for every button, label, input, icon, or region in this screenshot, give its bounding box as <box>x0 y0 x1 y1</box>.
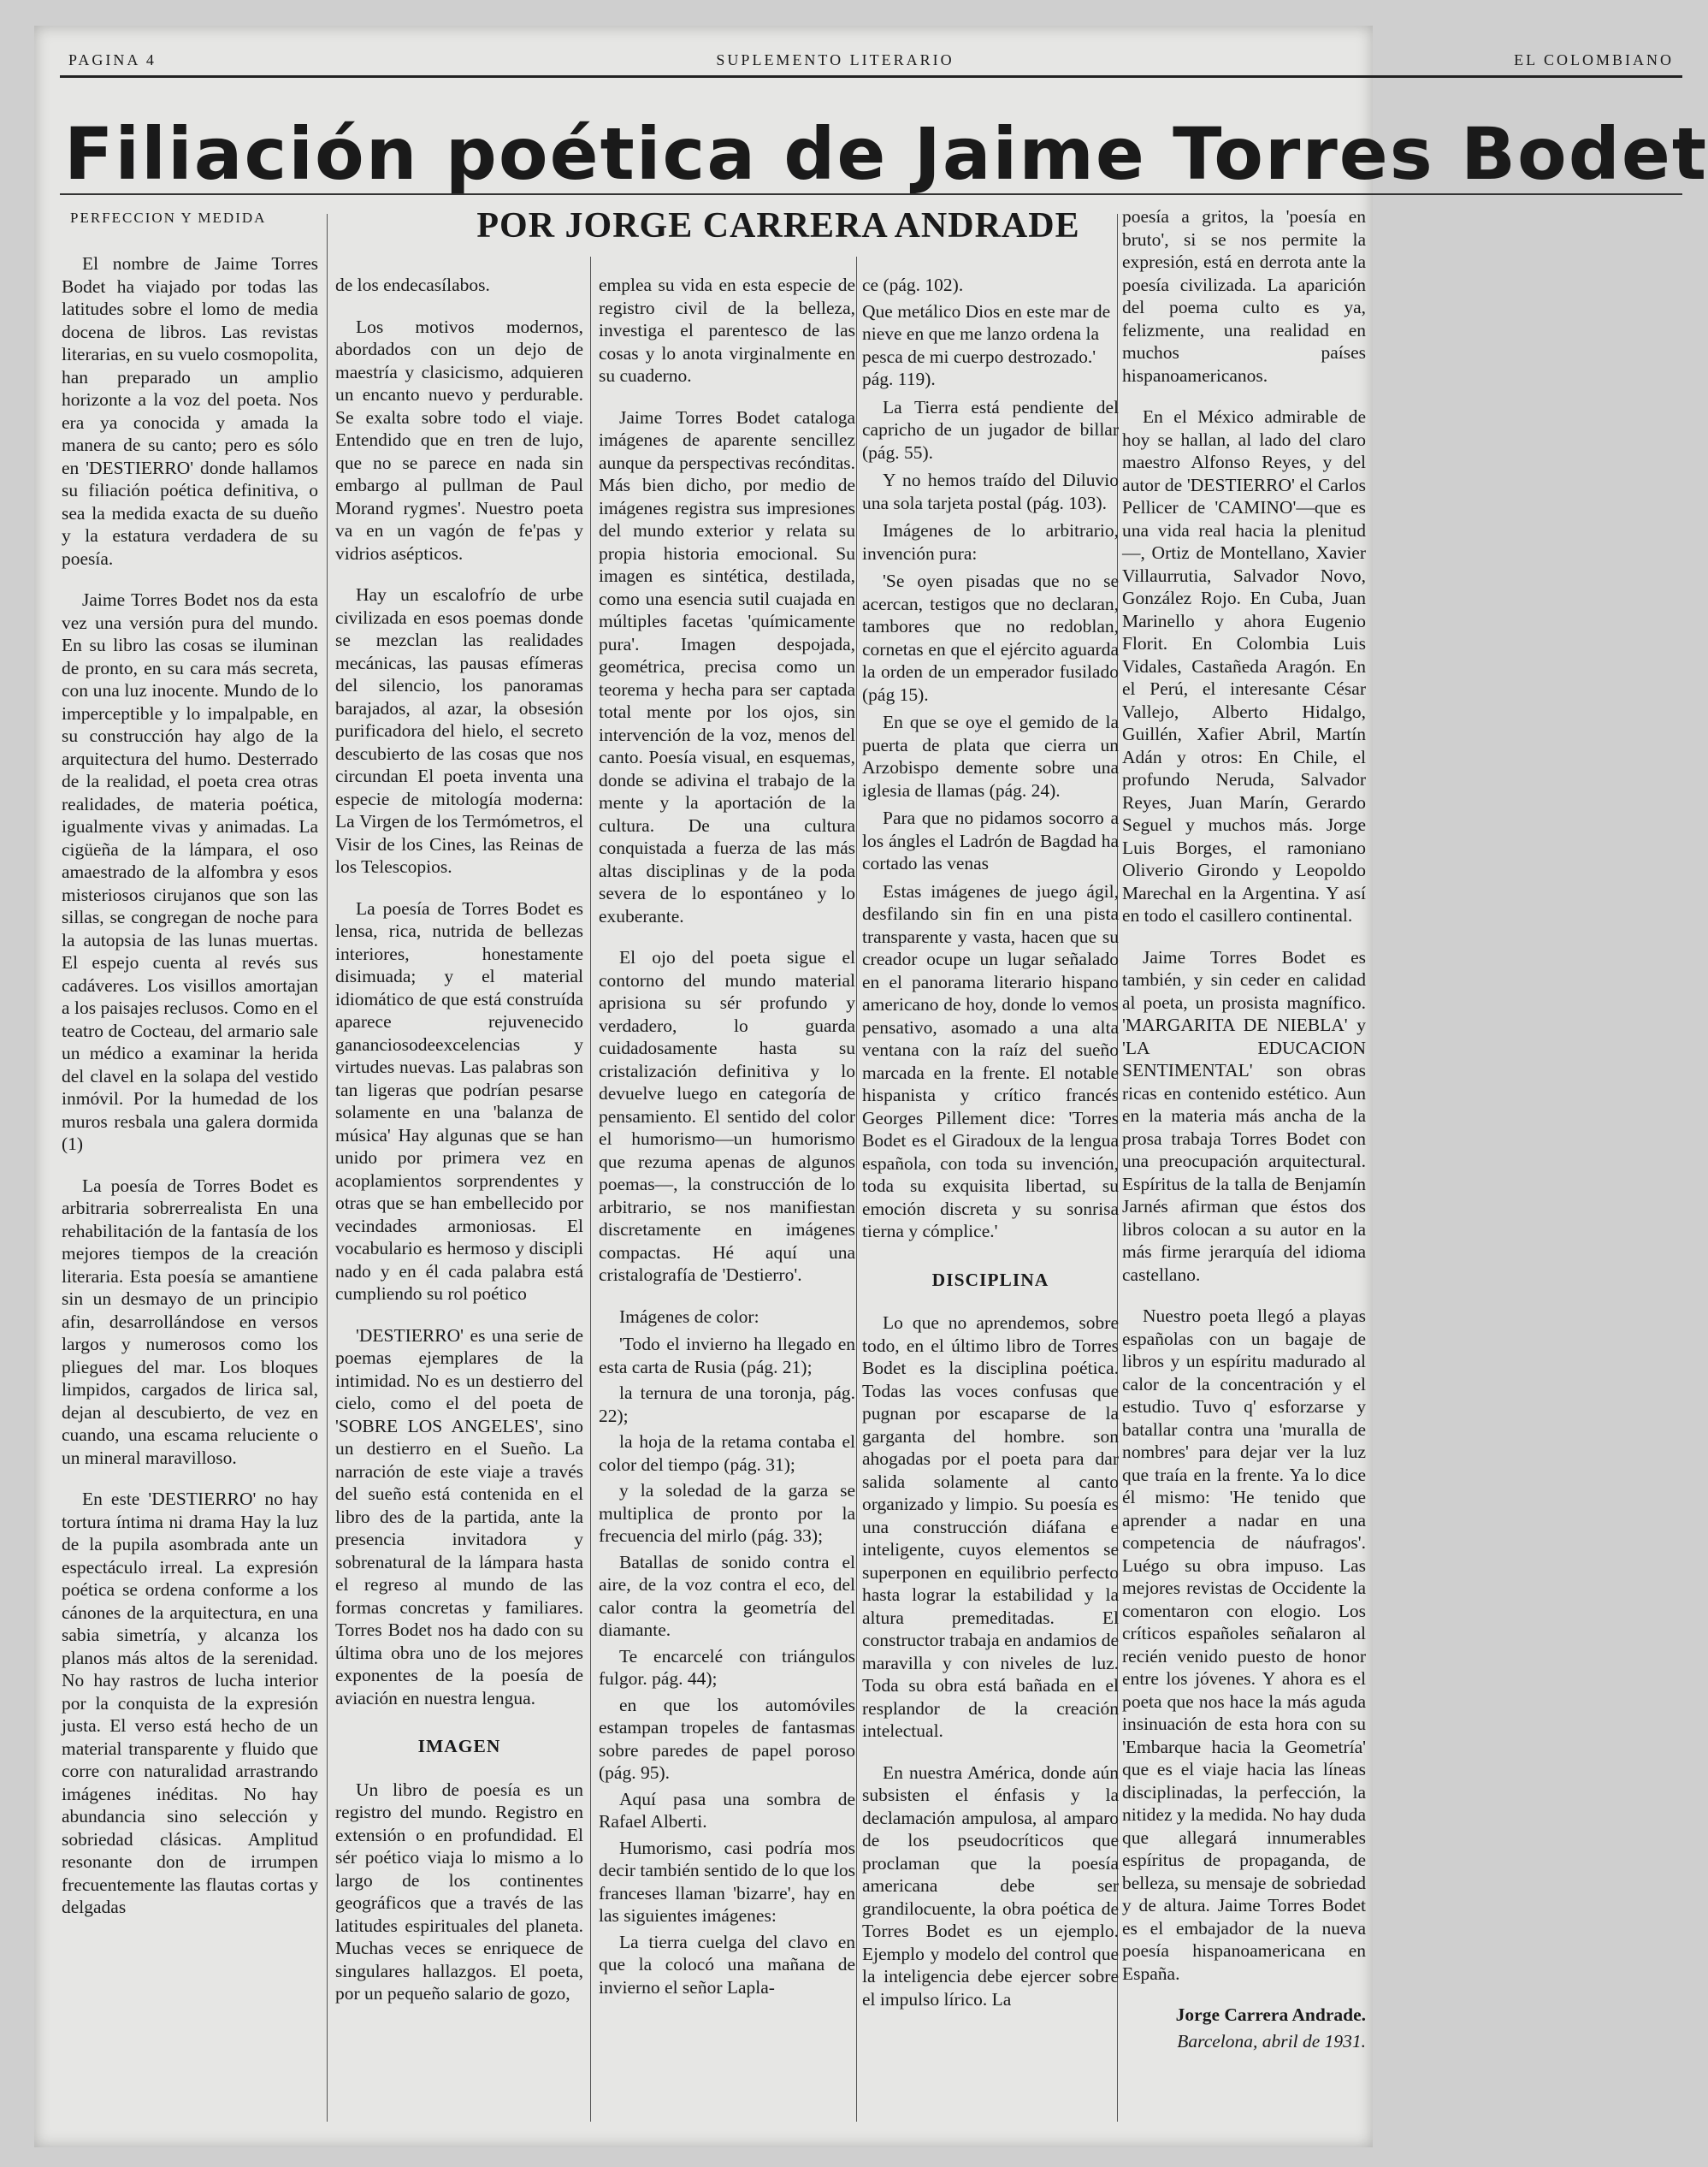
paragraph: Estas imágenes de juego ágil, desfilando sin fin en una pista transparente y vasta, hacen que su creador ocupe un lugar señalado en el panorama literario hispano americano de hoy, donde lo vemos pensativo, asomado a una alta ventana con la raíz del sueño marcada en la frente. El notable hispanista y crítico francés Georges Pillement dice: 'Torres Bodet es el Giradoux de la lengua española, con toda su invención, toda su exquisita libertad, su emoción discreta y su sonrisa tierna y cómplice.' <box>862 880 1119 1241</box>
quote-line: 'Todo el invierno ha llegado en esta carta de Rusia (pág. 21); <box>599 1334 855 1377</box>
quote-line: La Tierra está pendiente del capricho de un jugador de billar (pág. 55). <box>862 396 1119 463</box>
paragraph: La poesía de Torres Bodet es lensa, rica, nutrida de bellezas interiores, honestamente disimuada; y el material idiomático de que está construída aparece rejuvenecido gananciosodeexcelencias y virtudes nuevas. Las palabras son tan ligeras que podrían pesarse solamente en una 'balanza de música' Hay algunas que se han unido por primera vez en acoplamientos sorprendentes y otras que se han embellecido por vecindades armoniosas. El vocabulario es hermoso y discipli nado y en él cada palabra está cumpliendo su rol poético <box>335 897 583 1304</box>
dateline: Barcelona, abril de 1931. <box>1177 2030 1366 2052</box>
quote-line: 'Se oyen pisadas que no se acercan, testigos que no declaran, tambores que no redoblan, cornetas en que el ejército aguarda la orden de un emperador fusilado (pág 15). <box>862 571 1119 705</box>
paragraph: Imágenes de lo arbitrario, invención pura: <box>862 520 1119 564</box>
paragraph: Hay un escalofrío de urbe civilizada en esos poemas donde se mezclan las realidades mecánicas, las pausas efímeras del silencio, los panoramas barajados, al azar, la obsesión purificadora del hielo, el secreto descubierto de las cosas que nos circundan El poeta inventa una especie de mitología moderna: La Virgen de los Termómetros, el Visir de los Cines, las Reinas de los Telescopios. <box>335 584 583 877</box>
quote-line: en que los automóviles estampan tropeles de fantasmas sobre paredes de papel poroso (pág. 95). <box>599 1694 855 1783</box>
paragraph: La poesía de Torres Bodet es arbitraria sobrerrealista En una rehabilitación de la fantasía de los mejores tiempos de la creación literaria. Esta poesía se amantiene sin un desmayo de un principio afin, desarrollándose en versos largos y numerosos como los pliegues del mar. Los bloques limpidos, cargados de lirica sal, dejan al descubierto, de vez en cuando, una escama reluciente o un mineral maravilloso. <box>62 1175 318 1468</box>
column-5 <box>1122 205 1366 2122</box>
column-rule <box>856 257 857 2122</box>
quote-line: Que metálico Dios en este mar de nieve en que me lanzo ordena la pesca de mi cuerpo destrozado.' pág. 119). <box>862 300 1111 389</box>
paragraph: En el México admirable de hoy se hallan, al lado del claro maestro Alfonso Reyes, y del autor de 'DESTIERRO' el Carlos Pellicer de 'CAMINO'—que es una vida real hacia la plenitud—, Ortiz de Montellano, Xavier Villaurrutia, Salvador Novo, González Rojo. En Cuba, Juan Marinello y ahora Eugenio Florit. En Colombia Luis Vidales, Castañeda Aragón. En el Perú, el interesante César Vallejo, Alberto Hidalgo, Guillén, Xafier Abril, Martín Adán y otros: En Chile, el profundo Neruda, Salvador Reyes, Juan Marín, Gerardo Seguel y muchos más. Jorge Luis Borges, el ramoniano Oliverio Girondo y Leopoldo Marechal en la Argentina. Y así en todo el casillero continental. <box>1122 406 1366 926</box>
paragraph: Humorismo, casi podría mos decir también sentido de lo que los franceses llaman 'bizarre', hay en las siguientes imágenes: <box>599 1837 855 1926</box>
paragraph: Lo que no aprendemos, sobre todo, en el último libro de Torres Bodet es la disciplina poética. Todas las voces confusas que pugnan por escaparse de la garganta del hombre. son ahogadas por el poeta para dar salida solamente al canto organizado y limpio. Su poesía es una construcción diáfana e inteligente, cuyos elementos se superponen en equilibrio perfecto hasta lograr la estabilidad y la altura premeditadas. El constructor trabaja en andamios de maravilla y con niveles de luz. Toda su obra está bañada en el resplandor de la creación intelectual. <box>862 1312 1119 1741</box>
quote-line: Te encarcelé con triángulos fulgor. pág. 44); <box>599 1645 855 1689</box>
running-head <box>68 51 1674 69</box>
paragraph: Los motivos modernos, abordados con un dejo de maestría y clasicismo, adquieren un encanto nuevo y perdurable. Se exalta sobre todo el viaje. Entendido que en tren de lujo, que no se parece en nada sin embargo al pullman de Paul Morand rygmes'. Nuestro poeta va en un vagón de fe'pas y vidrios asépticos. <box>335 316 583 564</box>
section-heading-imagen: IMAGEN <box>417 1736 501 1756</box>
paragraph: Un libro de poesía es un registro del mundo. Registro en extensión o en profundidad. El sér poético viaja lo mismo a lo largo de los continentes geográficos que a través de las latitudes espirituales del planeta. Muchas veces se enriquece de singulares hallazgos. El poeta, por un pequeño salario de gozo, <box>335 1779 583 2004</box>
paragraph: Imágenes de color: <box>619 1306 759 1327</box>
quote-line: Para que no pidamos socorro a los ángles el Ladrón de Bagdad ha cortado las venas <box>862 808 1119 873</box>
paragraph: Jaime Torres Bodet cataloga imágenes de aparente sencillez aunque da perspectivas recónditas. Más bien dicho, por medio de imágenes registra sus impresiones del mundo exterior y relata su propia historia emocional. Su imagen es sintética, destilada, como una esencia sutil cuajada en múltiples facetas 'químicamente pura'. Imagen despojada, geométrica, precisa como un teorema y hecha para ser captada total mente por los ojos, sin intervención de la voz, menos del canto. Poesía visual, en esquemas, donde se adivina el trabajo de la mente y la aportación de la cultura. De una cultura conquistada a fuerza de las más altas disciplinas y de la poda severa de lo espontáneo y lo exuberante. <box>599 406 855 927</box>
paragraph: Jaime Torres Bodet nos da esta vez una versión pura del mundo. En su libro las cosas se iluminan de pronto, en su cara más secreta, con una luz inocente. Mundo de lo imperceptible y lo impalpable, en su construcción hay algo de la arquitectura del humo. Desterrado de la realidad, el poeta crea otras realidades, de materia poética, igualmente vivas y animadas. La cigüeña de la lámpara, el oso amaestrado de la alfombra y esos misteriosos cirujanos que son las sillas, se congregan de noche para la autopsia de las lunas muertas. El espejo cuenta al revés sus cadáveres. Los visillos amortajan a los paisajes reclusos. Como en el teatro de Cocteau, del armario sale un médico a examinar la herida del clavel en la solapa del vestido inmóvil. Por la humedad de los muros resbala una galera dormida (1) <box>62 589 318 1154</box>
section-heading-disciplina: DISCIPLINA <box>931 1269 1049 1290</box>
paragraph: poesía a gritos, la 'poesía en bruto', si se nos permite la expresión, está en derrota ante la poesía civilizada. La aparición del poema culto es ya, felizmente, una realidad en muchos países hispanoamericanos. <box>1122 206 1366 386</box>
article-title: Filiación poética de Jaime Torres Bodet <box>64 112 1708 196</box>
newspaper-name: EL COLOMBIANO <box>1514 51 1674 68</box>
quote-line: La tierra cuelga del clavo en que la colocó una mañana de invierno el señor Lapla- <box>599 1931 855 1998</box>
title-rule <box>60 193 1682 195</box>
paragraph: Jaime Torres Bodet es también, y sin ceder en calidad al poeta, un prosista magnífico. 'MARGARITA DE NIEBLA' y 'LA EDUCACION SENTIMENTAL' son obras ricas en contenido estético. Aun en la materia más ancha de la prosa trabaja Torres Bodet con una preocupación arquitectural. Espíritus de la talla de Benjamín Jarnés afirman que éstos dos libros colocan a su autor en la más firme jerarquía del idioma castellano. <box>1122 946 1366 1285</box>
paragraph: En nuestra América, donde aún subsisten el énfasis y la declamación ampulosa, al amparo de los pseudocríticos que proclaman que la poesía americana debe ser grandilocuente, la obra poética de Torres Bodet es un ejemplo. Ejemplo y modelo del control que la inteligencia debe ejercer sobre el impulso lírico. La <box>862 1761 1119 2010</box>
column-4 <box>862 274 1119 2139</box>
byline: POR JORGE CARRERA ANDRADE <box>476 206 1080 246</box>
quote-line: y la soledad de la garza se multiplica de pronto por la frecuencia del mirlo (pág. 33); <box>599 1480 855 1546</box>
paragraph: Aquí pasa una sombra de Rafael Alberti. <box>599 1788 855 1832</box>
header-rule <box>60 75 1682 78</box>
column-rule <box>327 214 328 2122</box>
column-2 <box>335 274 583 2139</box>
paragraph: de los endecasílabos. <box>335 275 490 295</box>
column-3 <box>599 274 855 2139</box>
paragraph: ce (pág. 102). <box>862 275 964 295</box>
signature: Jorge Carrera Andrade. <box>1175 2004 1366 2025</box>
paragraph: 'DESTIERRO' es una serie de poemas ejemplares de la intimidad. No es un destierro del cielo, como el del poeta de 'SOBRE LOS ANGELES', sino un destierro en el Sueño. La narración de este viaje a través del sueño está contenida en el libro des de la partida, ante la presencia invitadora y sobrenatural de la lámpara hasta el regreso al mundo de las formas concretas y familiares. Torres Bodet nos ha dado con su última obra uno de los mejores exponentes de la poesía de aviación en nuestra lengua. <box>335 1324 583 1708</box>
quote-line: En que se oye el gemido de la puerta de plata que cierra un Arzobispo demente sobre una iglesia de llamas (pág. 24). <box>862 712 1119 801</box>
quote-line: Y no hemos traído del Diluvio una sola tarjeta postal (pág. 103). <box>862 470 1119 513</box>
column-rule <box>590 257 591 2122</box>
paragraph: En este 'DESTIERRO' no hay tortura íntima ni drama Hay la luz de la pupila asombrada ante un espectáculo irreal. La expresión poética se ordena conforme a los cánones de la arquitectura, en una sabia simetría, y alcanza los planos más altos de la serenidad. No hay rastros de lucha interior por la conquista de la expresión justa. El verso está hecho de un material transparente y fluido que corre con naturalidad arrastrando imágenes inéditas. No hay abundancia sino selección y sobriedad clásicas. Amplitud resonante don de irrumpen frecuentemente las flautas cortas y delgadas <box>62 1489 318 1917</box>
column-1 <box>62 252 318 2117</box>
section-name: SUPLEMENTO LITERARIO <box>716 51 954 68</box>
paragraph: emplea su vida en esta especie de registro civil de la belleza, investiga el parentesco de las cosas y lo anota virginalmente en su cuaderno. <box>599 275 855 386</box>
paragraph: El nombre de Jaime Torres Bodet ha viajado por todas las latitudes sobre el lomo de media docena de libros. Las revistas literarias, en su vuelo cosmopolita, han preparado un amplio horizonte a la voz del poeta. Nos era ya conocida y amada la manera de su canto; pero es sólo en 'DESTIERRO' donde hallamos su filiación poética definitiva, o sea la medida exacta de su dueño y la estatura verdadera de su poesía. <box>62 253 318 569</box>
page-number: PAGINA 4 <box>68 51 157 68</box>
paragraph: Nuestro poeta llegó a playas españolas con un bagaje de libros y un espíritu madurado al calor de la concentración y el estudio. Tuvo q' esforzarse y batallar contra una 'muralla de nombres' para dejar ver la luz que traía en la frente. Ya lo dice él mismo: 'He tenido que aprender a nadar en una competencia de náufragos'. Luégo su obra impuso. Las mejores revistas de Occidente la comentaron con elogio. Los críticos españoles señalaron al recién venido puesto de honor entre los jóvenes. Y ahora es el poeta que nos hace la más aguda insinuación de esta hora con su 'Embarque hacia la Geometría' que es el viaje hacia las líneas disciplinadas, la perfección, la nitidez y la medida. No hay duda que allegará innumerables espíritus de propaganda, de belleza, su mensaje de sobriedad y de altura. Jaime Torres Bodet es el embajador de la nueva poesía hispanoamericana en España. <box>1122 1306 1366 1984</box>
quote-line: Batallas de sonido contra el aire, de la voz contra el eco, del calor contra la geometría del diamante. <box>599 1551 855 1640</box>
paragraph: El ojo del poeta sigue el contorno del mundo material aprisiona su sér profundo y verdadero, lo guarda cuidadosamente hasta su cristalización definitiva y lo devuelve luego en categoría de pensamiento. El sentido del color el humorismo—un humorismo que rezuma apenas de algunos poemas—, la construcción de lo arbitrario, se nos manifiestan discretamente en imágenes compactas. Hé aquí una cristalografía de 'Destierro'. <box>599 947 855 1285</box>
quote-line: la ternura de una toronja, pág. 22); <box>599 1382 855 1426</box>
quote-line: la hoja de la retama contaba el color del tiempo (pág. 31); <box>599 1431 855 1475</box>
kicker: PERFECCION Y MEDIDA <box>70 210 267 226</box>
